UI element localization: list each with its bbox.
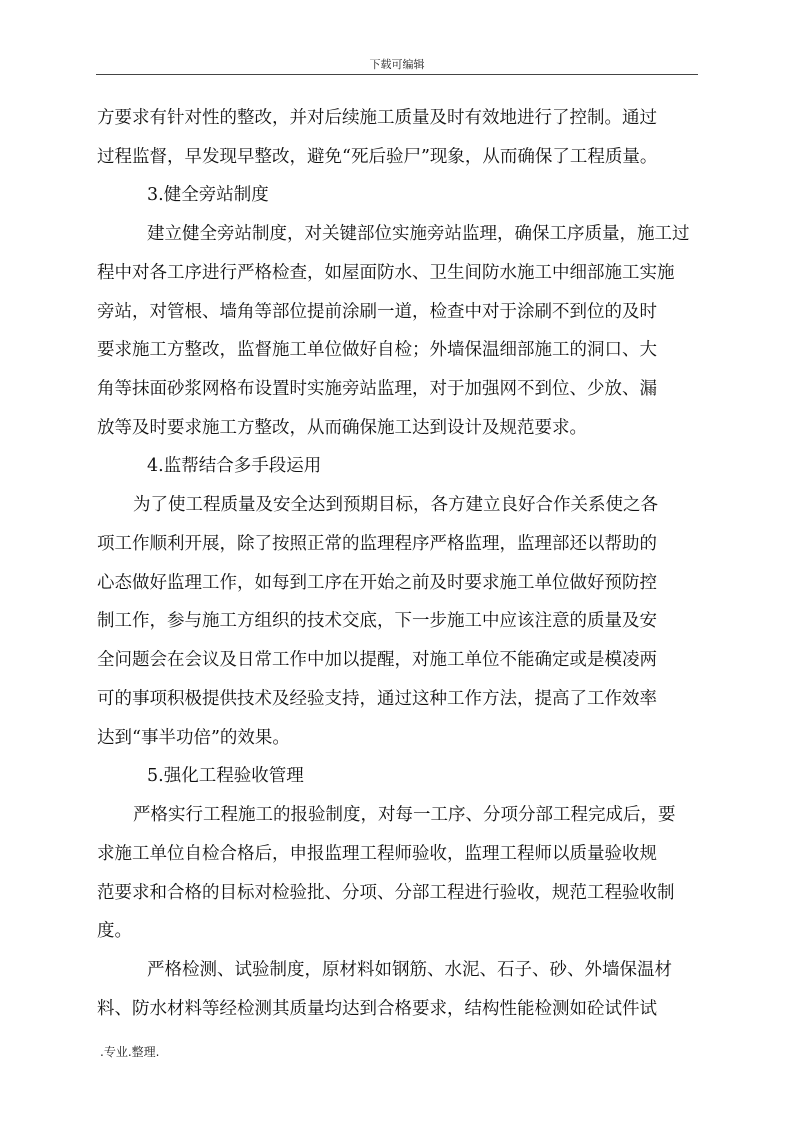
- body-line: 放等及时要求施工方整改，从而确保施工达到设计及规范要求。: [97, 418, 587, 438]
- body-line: 项工作顺利开展，除了按照正常的监理程序严格监理，监理部还以帮助的: [97, 534, 657, 554]
- body-line: 可的事项积极提供技术及经验支持，通过这种工作方法，提高了工作效率: [97, 689, 657, 709]
- page-footer: .专业.整理.: [100, 1045, 160, 1059]
- body-line: 方要求有针对性的整改，并对后续施工质量及时有效地进行了控制。通过: [97, 108, 657, 128]
- body-line: 求施工单位自检合格后，申报监理工程师验收，监理工程师以质量验收规: [97, 844, 657, 864]
- body-line: 严格实行工程施工的报验制度，对每一工序、分项分部工程完成后，要: [133, 805, 676, 825]
- body-line: 要求施工方整改，监督施工单位做好自检；外墙保温细部施工的洞口、大: [97, 340, 657, 360]
- body-line: 制工作，参与施工方组织的技术交底，下一步施工中应该注意的质量及安: [97, 611, 657, 631]
- body-line: 度。: [97, 921, 132, 941]
- page-header: 下载可编辑: [369, 58, 425, 71]
- body-line: 心态做好监理工作，如每到工序在开始之前及时要求施工单位做好预防控: [97, 573, 657, 593]
- header-rule: [96, 74, 698, 75]
- body-line: 过程监督，早发现早整改，避免“死后验尸”现象，从而确保了工程质量。: [97, 147, 658, 167]
- body-line: 范要求和合格的目标对检验批、分项、分部工程进行验收，规范工程验收制: [97, 883, 675, 903]
- section-heading: 3.健全旁站制度: [147, 185, 269, 205]
- section-heading: 4.监帮结合多手段运用: [147, 456, 322, 476]
- body-line: 建立健全旁站制度，对关键部位实施旁站监理，确保工序质量，施工过: [147, 224, 690, 244]
- body-line: 角等抹面砂浆网格布设置时实施旁站监理，对于加强网不到位、少放、漏: [97, 379, 657, 399]
- body-line: 程中对各工序进行严格检查，如屋面防水、卫生间防水施工中细部施工实施: [97, 263, 675, 283]
- body-line: 达到“事半功倍”的效果。: [97, 728, 290, 748]
- body-line: 料、防水材料等经检测其质量均达到合格要求，结构性能检测如砼试件试: [97, 999, 657, 1019]
- body-line: 旁站，对管根、墙角等部位提前涂刷一道，检查中对于涂刷不到位的及时: [97, 302, 657, 322]
- body-line: 全问题会在会议及日常工作中加以提醒，对施工单位不能确定或是模凌两: [97, 650, 657, 670]
- body-line: 为了使工程质量及安全达到预期目标，各方建立良好合作关系使之各: [133, 495, 658, 515]
- body-line: 严格检测、试验制度，原材料如钢筋、水泥、石子、砂、外墙保温材: [147, 960, 672, 980]
- section-heading: 5.强化工程验收管理: [147, 766, 304, 786]
